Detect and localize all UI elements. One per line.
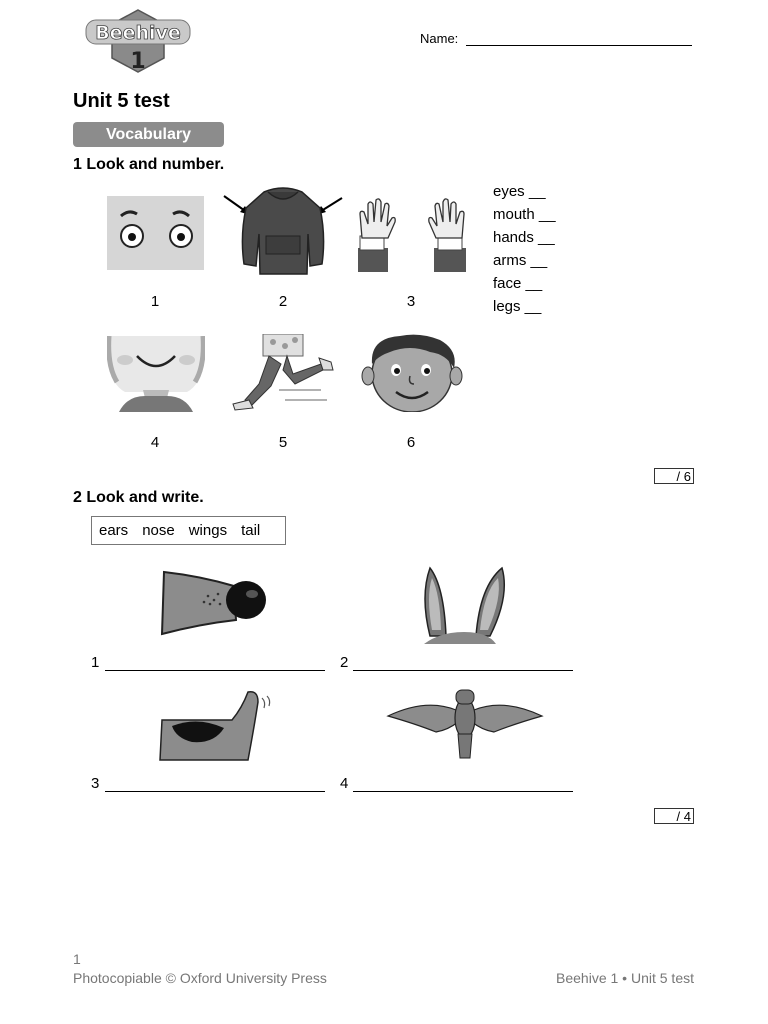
tail-picture [158, 688, 276, 762]
arms-picture [222, 186, 344, 276]
name-field[interactable] [466, 45, 692, 46]
mouth-picture [107, 336, 205, 412]
answer-line-4[interactable] [353, 790, 573, 792]
word-box-item: nose [142, 522, 175, 539]
copyright-text: Photocopiable © Oxford University Press [73, 970, 327, 986]
word-box-item: ears [99, 522, 129, 539]
word-box-item: wings [188, 522, 228, 539]
answer-line-3[interactable] [105, 790, 325, 792]
word-box [91, 516, 286, 545]
word-box-item: tail [241, 522, 261, 539]
logo-text: Beehive [95, 22, 181, 44]
answer-number: 1 [91, 654, 100, 671]
word-item: legs __ [493, 298, 542, 315]
word-item: arms __ [493, 252, 548, 269]
word-list [493, 180, 556, 318]
series-label: Beehive 1 • Unit 5 test [556, 970, 694, 986]
score-box-2: / 4 [654, 808, 694, 824]
picture-number: 6 [406, 434, 416, 451]
answer-line-1[interactable] [105, 669, 325, 671]
beehive-logo [84, 8, 192, 74]
eyes-picture [107, 196, 204, 270]
answer-number: 3 [91, 775, 100, 792]
picture-number: 1 [150, 293, 160, 310]
answer-number: 2 [340, 654, 349, 671]
word-item: face __ [493, 275, 543, 292]
word-item: hands __ [493, 229, 555, 246]
face-picture [360, 334, 464, 412]
answer-line-2[interactable] [353, 669, 573, 671]
wings-picture [386, 688, 544, 760]
hands-picture [354, 196, 470, 272]
name-label: Name: [420, 31, 459, 46]
nose-picture [160, 570, 268, 636]
page-title: Unit 5 test [73, 90, 170, 112]
picture-number: 5 [278, 434, 288, 451]
word-item: eyes __ [493, 183, 546, 200]
picture-number: 2 [278, 293, 288, 310]
logo-number: 1 [130, 49, 146, 74]
ears-picture [420, 566, 508, 644]
section-banner: Vocabulary [73, 122, 224, 147]
answer-number: 4 [340, 775, 349, 792]
word-item: mouth __ [493, 206, 556, 223]
page-number: 1 [73, 951, 81, 967]
picture-number: 3 [406, 293, 416, 310]
picture-number: 4 [150, 434, 160, 451]
score-box-1: / 6 [654, 468, 694, 484]
exercise-2-title: 2 Look and write. [73, 489, 204, 506]
exercise-1-title: 1 Look and number. [73, 156, 225, 173]
legs-picture [229, 334, 339, 416]
